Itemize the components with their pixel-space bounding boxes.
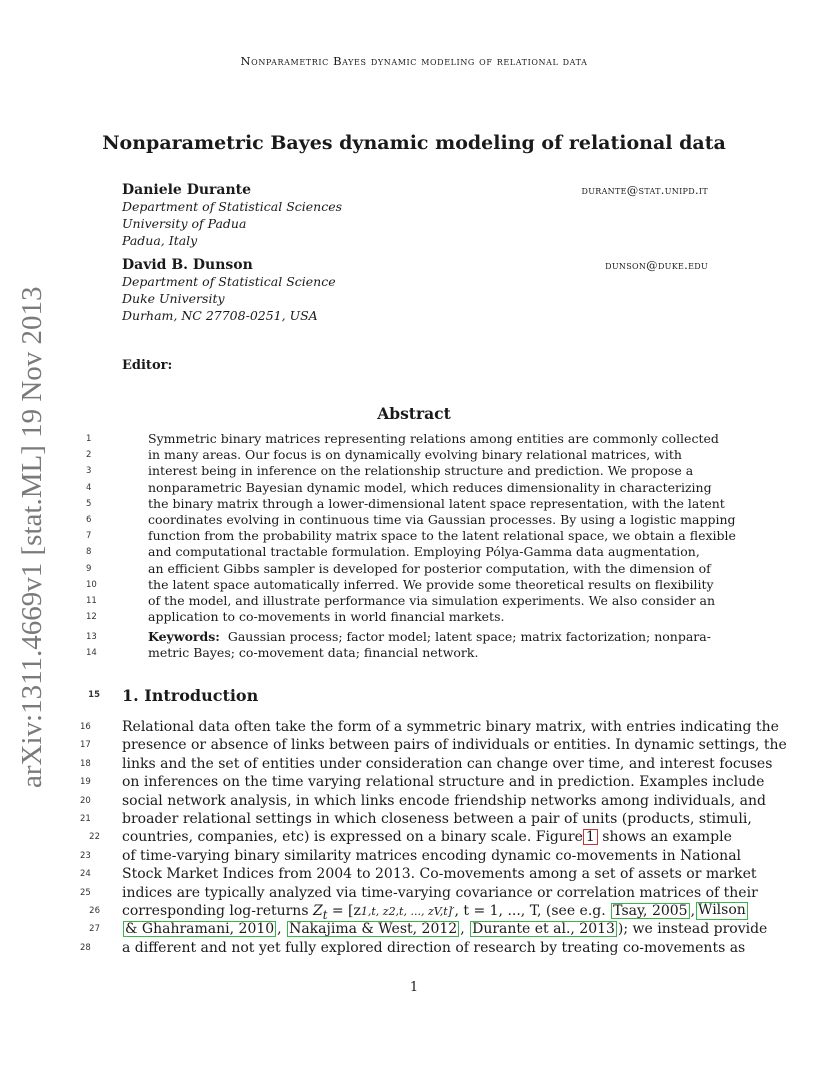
- editor-label: Editor:: [122, 358, 173, 373]
- body-line: 26 corresponding log-returns $Z_t = [z1,t$, z2,t, ..., zV,t]′, t = 1, ..., T, (see e.g. Tsay, 2005 , Wilson: [122, 902, 708, 920]
- line-number: 26: [89, 905, 100, 916]
- line-number: 25: [80, 887, 91, 898]
- body-line: 16 Relational data often take the form of a symmetric binary matrix, with entries indicating the: [80, 719, 779, 735]
- math-vector: 1,t, z2,t, ..., zV,t]′: [360, 904, 455, 918]
- line-number: 1: [86, 434, 92, 444]
- citation-link[interactable]: Tsay, 2005: [613, 902, 688, 919]
- running-head: Nonparametric Bayes dynamic modeling of relational data: [240, 54, 588, 68]
- body-line: 17 presence or absence of links between pairs of individuals or entities. In dynamic settings, the: [80, 737, 787, 754]
- line-number: 24: [80, 869, 91, 880]
- line-number: 13: [86, 632, 97, 643]
- body-line: 19 on inferences on the time varying relational structure and in prediction. Examples include: [80, 774, 765, 791]
- body-line: 20 social network analysis, in which links encode friendship networks among individuals, and: [80, 792, 766, 809]
- abstract-line: 9 an efficient Gibbs sampler is developed for posterior computation, with the dimension of: [86, 560, 711, 576]
- author-block-2: [122, 257, 708, 324]
- paper-title: Nonparametric Bayes dynamic modeling of relational data: [102, 132, 726, 154]
- line-number: 9: [86, 563, 92, 574]
- abstract-line: 8 and computational tractable formulation. Employing Pólya-Gamma data augmentation,: [86, 544, 700, 560]
- abstract-line: 7 function from the probability matrix space to the latent relational space, we obtain a flexible: [86, 528, 736, 544]
- line-number: 14: [86, 648, 97, 659]
- line-number: 17: [80, 740, 91, 751]
- line-number: 4: [86, 482, 92, 493]
- body-line: 27 & Ghahramani, 2010 , Nakajima & West, 2012 , Durante et al., 2013 ); we instead provide: [122, 920, 708, 938]
- line-number: 7: [86, 531, 92, 542]
- line-number: 12: [86, 612, 97, 623]
- line-number: 18: [80, 758, 91, 769]
- keywords-line: 13 Keywords: Gaussian process; factor model; latent space; matrix factorization; nonpara-: [86, 629, 711, 645]
- body-line: 28 a different and not yet fully explored direction of research by treating co-movements as: [80, 939, 746, 956]
- affiliation-line: University of Padua: [122, 216, 247, 231]
- abstract-line: 2 in many areas. Our focus is on dynamically evolving binary relational matrices, with: [86, 447, 682, 463]
- line-number: 6: [86, 514, 92, 525]
- author-name: David B. Dunson: [122, 257, 253, 273]
- author-block-1: [122, 182, 708, 249]
- abstract-line: 1 Symmetric binary matrices representing relations among entities are commonly collected: [86, 431, 719, 446]
- affiliation-line: Department of Statistical Sciences: [122, 199, 343, 214]
- line-number: 21: [80, 813, 91, 824]
- author-name: Daniele Durante: [122, 182, 252, 198]
- line-number: 8: [86, 547, 92, 558]
- line-number: 23: [80, 850, 91, 861]
- line-number: 22: [89, 832, 100, 843]
- citation-link[interactable]: Durante et al., 2013: [472, 921, 615, 938]
- body-line: 18 links and the set of entities under consideration can change over time, and interest focuses: [80, 755, 773, 772]
- math-symbol: Z: [312, 902, 323, 919]
- line-number: 3: [86, 466, 92, 477]
- line-number: 5: [86, 498, 92, 509]
- body-line: 22 countries, companies, etc) is expressed on a binary scale. Figure 1 shows an example: [122, 828, 708, 846]
- affiliation-line: Padua, Italy: [122, 233, 198, 248]
- author-email: durante@stat.unipd.it: [581, 183, 708, 197]
- abstract-line: 12 application to co-movements in world financial markets.: [86, 609, 505, 625]
- line-number: 19: [80, 777, 91, 788]
- line-number: 28: [80, 942, 91, 953]
- body-line: 25 indices are typically analyzed via time-varying covariance or correlation matrices of their: [80, 884, 758, 901]
- citation-link[interactable]: Wilson: [696, 902, 748, 920]
- page-number: 1: [409, 980, 419, 995]
- section-heading: 15 1. Introduction: [122, 686, 258, 705]
- abstract-body: [86, 431, 736, 662]
- line-number: 10: [86, 579, 97, 590]
- line-number: 11: [86, 595, 97, 606]
- abstract-line: 5 the binary matrix through a lower-dimensional latent space representation, with the latent: [86, 495, 725, 511]
- abstract-line: 11 of the model, and illustrate performance via simulation experiments. We also consider an: [86, 592, 716, 608]
- line-number: 16: [80, 722, 91, 732]
- line-number: 27: [89, 924, 100, 935]
- line-number: 2: [86, 450, 92, 461]
- affiliation-line: Durham, NC 27708-0251, USA: [122, 308, 318, 323]
- body-line: 24 Stock Market Indices from 2004 to 2013. Co-movements among a set of assets or market: [80, 866, 757, 883]
- abstract-heading: Abstract: [377, 404, 451, 423]
- abstract-line: 4 nonparametric Bayesian dynamic model, which reduces dimensionality in characterizing: [86, 479, 712, 495]
- affiliation-line: Department of Statistical Science: [122, 274, 336, 289]
- affiliation-line: Duke University: [122, 291, 225, 306]
- abstract-line: 6 coordinates evolving in continuous time via Gaussian processes. By using a logistic mapping: [86, 511, 736, 527]
- body-line: 21 broader relational settings in which closeness between a pair of units (products, stimuli,: [80, 810, 752, 827]
- abstract-line: 10 the latent space automatically inferred. We provide some theoretical results on flexibility: [86, 576, 714, 592]
- line-number: 20: [80, 795, 91, 806]
- body-line: 23 of time-varying binary similarity matrices encoding dynamic co-movements in National: [80, 847, 742, 864]
- keywords-label: Keywords:: [148, 629, 220, 645]
- citation-link[interactable]: Nakajima & West, 2012: [289, 921, 458, 938]
- figure-reference-link[interactable]: 1: [583, 829, 598, 845]
- line-number: 15: [88, 690, 100, 700]
- keywords-line: 14 metric Bayes; co-movement data; financial network.: [86, 645, 479, 661]
- author-email: dunson@duke.edu: [605, 258, 708, 272]
- abstract-line: 3 interest being in inference on the relationship structure and prediction. We propose a: [86, 463, 694, 479]
- arxiv-identifier-stamp: arXiv:1311.4669v1 [stat.ML] 19 Nov 2013: [16, 286, 48, 788]
- citation-link[interactable]: & Ghahramani, 2010: [125, 921, 275, 938]
- body-text: [80, 718, 787, 957]
